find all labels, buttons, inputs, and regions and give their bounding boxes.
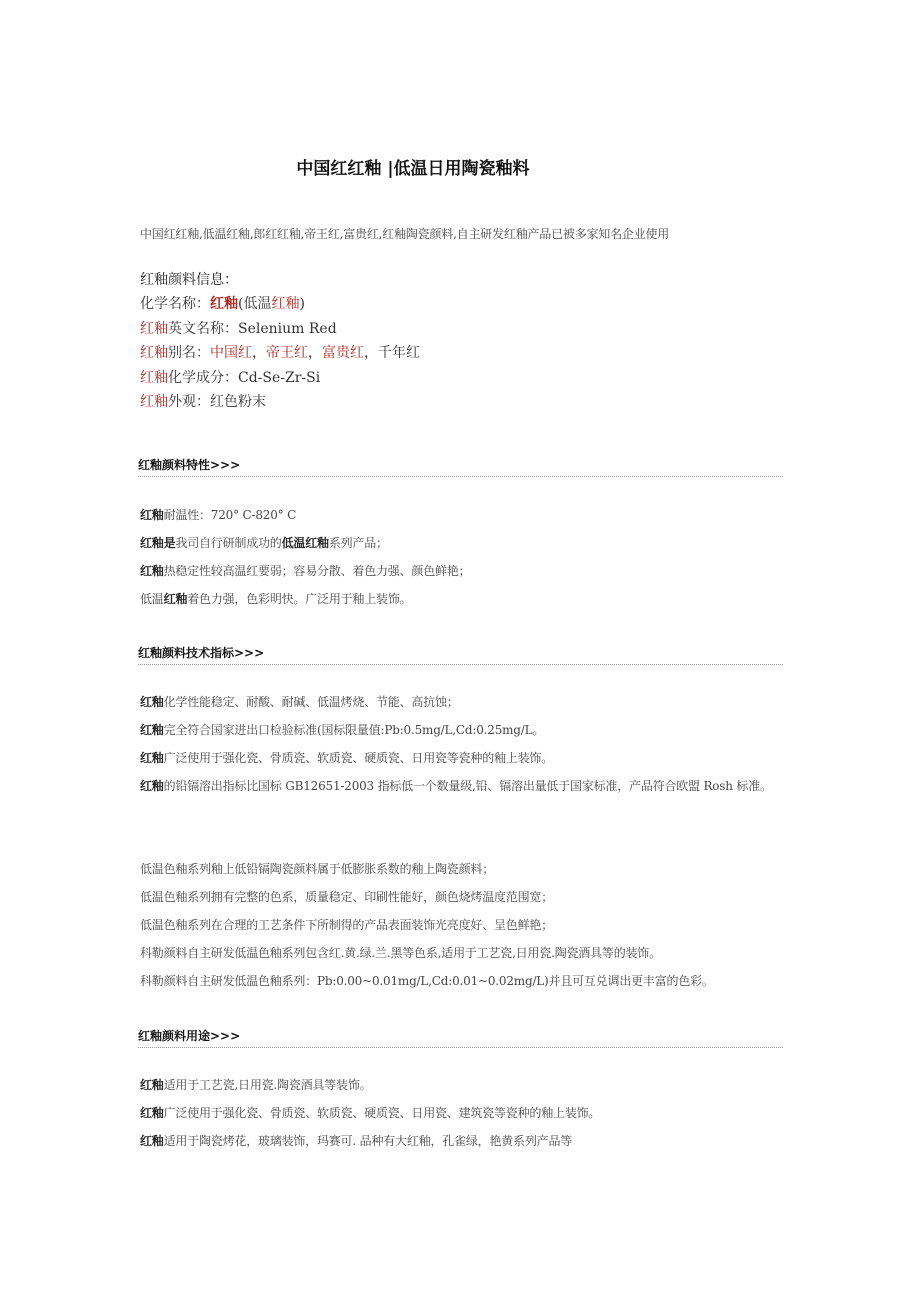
alias-sep-2: ， xyxy=(308,345,322,362)
bold-term: 红釉 xyxy=(140,751,164,765)
specs-line-4 xyxy=(140,772,790,800)
specs-list xyxy=(140,688,790,800)
specs-line-1 xyxy=(140,688,790,716)
line-text: 着色力强，色彩明快。广泛用于釉上装饰。 xyxy=(187,592,412,606)
chem-name-value: 红釉 xyxy=(210,296,238,313)
line-text: 适用于陶瓷烤花，玻璃装饰，玛赛可. 品种有大红釉，孔雀绿，艳黄系列产品等 xyxy=(163,1134,573,1148)
info-heading: 红釉颜料信息： xyxy=(140,272,238,288)
alias-sep-1: ， xyxy=(252,345,266,362)
line-text: 化学性能稳定、耐酸、耐碱、低温烤烧、节能、高抗蚀； xyxy=(163,695,459,709)
uses-line-3 xyxy=(140,1127,790,1155)
english-prefix: 红釉 xyxy=(140,320,168,337)
features-list xyxy=(140,501,790,613)
line-text: 系列产品； xyxy=(328,536,388,550)
line-text: 低温 xyxy=(140,592,164,606)
info-composition xyxy=(140,366,420,390)
uses-list xyxy=(140,1071,790,1155)
chem-name-paren-close: ) xyxy=(299,296,305,313)
bold-term: 红釉 xyxy=(140,723,164,737)
features-line-2 xyxy=(140,529,790,557)
bold-term: 红釉 xyxy=(140,695,164,709)
line-text: 广泛使用于强化瓷、骨质瓷、软质瓷、硬质瓷、日用瓷、建筑瓷等瓷种的釉上装饰。 xyxy=(163,1106,601,1120)
lowtemp-line-2: 低温色釉系列拥有完整的色系，质量稳定、印刷性能好，颜色烧烤温度范围宽； xyxy=(140,890,554,904)
composition-label: 化学成分：Cd-Se-Zr-Si xyxy=(168,369,321,386)
info-chem-name xyxy=(140,292,420,316)
bold-term: 红釉 xyxy=(140,1078,164,1092)
info-appearance xyxy=(140,390,420,414)
line-text: 我司自行研制成功的 xyxy=(175,536,282,550)
line-text: 的铅镉溶出指标比国标 GB12651-2003 指标低一个数量级,铅、镉溶出量低于国家标准，产品符合欧盟 Rosh 标准。 xyxy=(163,779,772,793)
alias-3: 富贵红 xyxy=(322,345,364,362)
lowtemp-line-1: 低温色釉系列釉上低铅镉陶瓷颜料属于低膨胀系数的釉上陶瓷颜料； xyxy=(140,862,495,876)
uses-line-2 xyxy=(140,1099,790,1127)
bold-term: 红釉 xyxy=(140,564,164,578)
features-heading: 红釉颜料特性>>> xyxy=(138,456,783,477)
bold-term: 低温红釉 xyxy=(281,536,329,550)
line-text: 适用于工艺瓷,日用瓷.陶瓷酒具等装饰。 xyxy=(163,1078,372,1092)
english-label: 英文名称：Selenium Red xyxy=(168,320,337,337)
lowtemp-list xyxy=(140,855,790,995)
composition-prefix: 红釉 xyxy=(140,369,168,386)
info-list xyxy=(140,268,420,414)
bold-term: 红釉 xyxy=(140,779,164,793)
uses-line-1 xyxy=(140,1071,790,1099)
chem-name-paren-open: (低温 xyxy=(238,296,272,313)
alias-1: 中国红 xyxy=(210,345,252,362)
chem-name-paren-red: 红釉 xyxy=(271,296,300,313)
chem-name-label: 化学名称： xyxy=(140,296,210,313)
line-text: 热稳定性较高温红要弱；容易分散、着色力强、颜色鲜艳； xyxy=(163,564,471,578)
bold-term: 红釉是 xyxy=(140,536,176,550)
uses-heading: 红釉颜料用途>>> xyxy=(138,1027,783,1048)
specs-line-2 xyxy=(140,716,790,744)
lowtemp-line-3: 低温色釉系列在合理的工艺条件下所制得的产品表面装饰光亮度好、呈色鲜艳； xyxy=(140,918,554,932)
info-alias xyxy=(140,341,420,365)
bold-term: 红釉 xyxy=(163,592,188,606)
lowtemp-line-5: 科勒颜料自主研发低温色釉系列：Pb:0.00~0.01mg/L,Cd:0.01~0.02mg/L)并且可互兑调出更丰富的色彩。 xyxy=(140,974,714,988)
lowtemp-line-4: 科勒颜料自主研发低温色釉系列包含红.黄.绿.兰.黑等色系,适用于工艺瓷,日用瓷.陶瓷酒具等的装饰。 xyxy=(140,946,661,960)
appearance-label: 外观：红色粉末 xyxy=(168,394,266,411)
alias-label: 别名： xyxy=(168,345,210,362)
specs-line-3 xyxy=(140,744,790,772)
alias-2: 帝王红 xyxy=(266,345,308,362)
alias-4: 千年红 xyxy=(378,345,420,362)
bold-term: 红釉 xyxy=(140,1134,164,1148)
bold-term: 红釉 xyxy=(140,508,164,522)
alias-sep-3: ， xyxy=(364,345,378,362)
info-english-name xyxy=(140,317,420,341)
bold-term: 红釉 xyxy=(140,1106,164,1120)
specs-heading: 红釉颜料技术指标>>> xyxy=(138,644,783,665)
line-text: 耐温性：720° C-820° C xyxy=(163,508,297,522)
appearance-prefix: 红釉 xyxy=(140,394,168,411)
intro-text: 中国红红釉,低温红釉,郎红红釉,帝王红,富贵红,红釉陶瓷颜料,自主研发红釉产品已被多家知名企业使用 xyxy=(140,227,670,241)
page-title: 中国红红釉 |低温日用陶瓷釉料 xyxy=(296,159,530,179)
features-line-4 xyxy=(140,585,790,613)
line-text: 完全符合国家进出口检验标准(国标限量值:Pb:0.5mg/L,Cd:0.25mg/L。 xyxy=(163,723,545,737)
line-text: 广泛使用于强化瓷、骨质瓷、软质瓷、硬质瓷、日用瓷等瓷种的釉上装饰。 xyxy=(163,751,554,765)
features-line-3 xyxy=(140,557,790,585)
features-line-1 xyxy=(140,501,790,529)
alias-prefix: 红釉 xyxy=(140,345,168,362)
